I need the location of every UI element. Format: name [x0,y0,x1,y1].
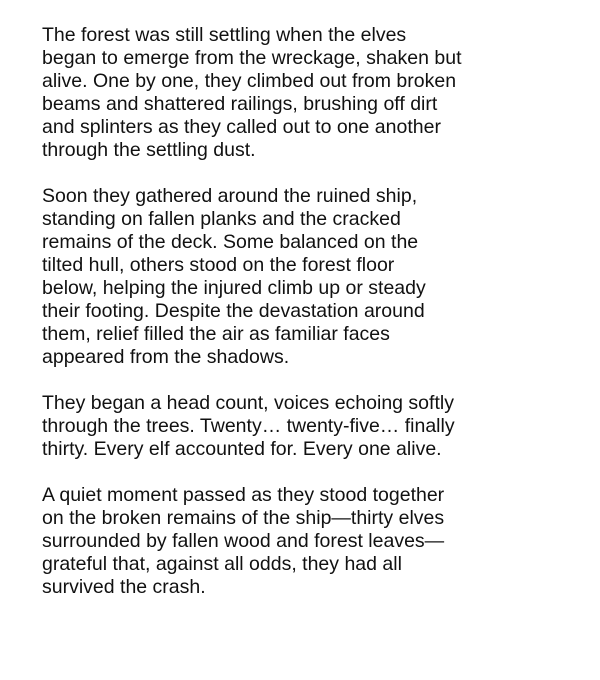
text-line: and splinters as they called out to one another [42,116,441,138]
paragraph-4 [42,484,600,599]
text-line: Soon they gathered around the ruined ship, [42,185,418,207]
text-line: remains of the deck. Some balanced on the [42,231,419,253]
text-line: below, helping the injured climb up or steady [42,277,426,299]
text-line: their footing. Despite the devastation around [42,300,425,322]
text-line: survived the crash. [42,576,206,598]
text-line: through the trees. Twenty… twenty-five… finally [42,415,455,437]
text-line: thirty. Every elf accounted for. Every one alive. [42,438,442,460]
text-line: grateful that, against all odds, they had all [42,553,402,575]
text-line: through the settling dust. [42,139,256,161]
paragraph-2 [42,185,600,369]
text-line: on the broken remains of the ship—thirty elves [42,507,445,529]
paragraph-3 [42,392,600,461]
text-line: tilted hull, others stood on the forest floor [42,254,395,276]
text-line: They began a head count, voices echoing softly [42,392,454,414]
text-line: A quiet moment passed as they stood together [42,484,445,506]
text-line: them, relief filled the air as familiar faces [42,323,390,345]
text-line: began to emerge from the wreckage, shaken but [42,47,462,69]
paragraph-1 [42,24,600,162]
text-line: surrounded by fallen wood and forest leaves— [42,530,445,552]
text-line: standing on fallen planks and the cracked [42,208,401,230]
text-line: appeared from the shadows. [42,346,290,368]
text-line: The forest was still settling when the elves [42,24,407,46]
text-line: alive. One by one, they climbed out from broken [42,70,457,92]
text-line: beams and shattered railings, brushing off dirt [42,93,438,115]
